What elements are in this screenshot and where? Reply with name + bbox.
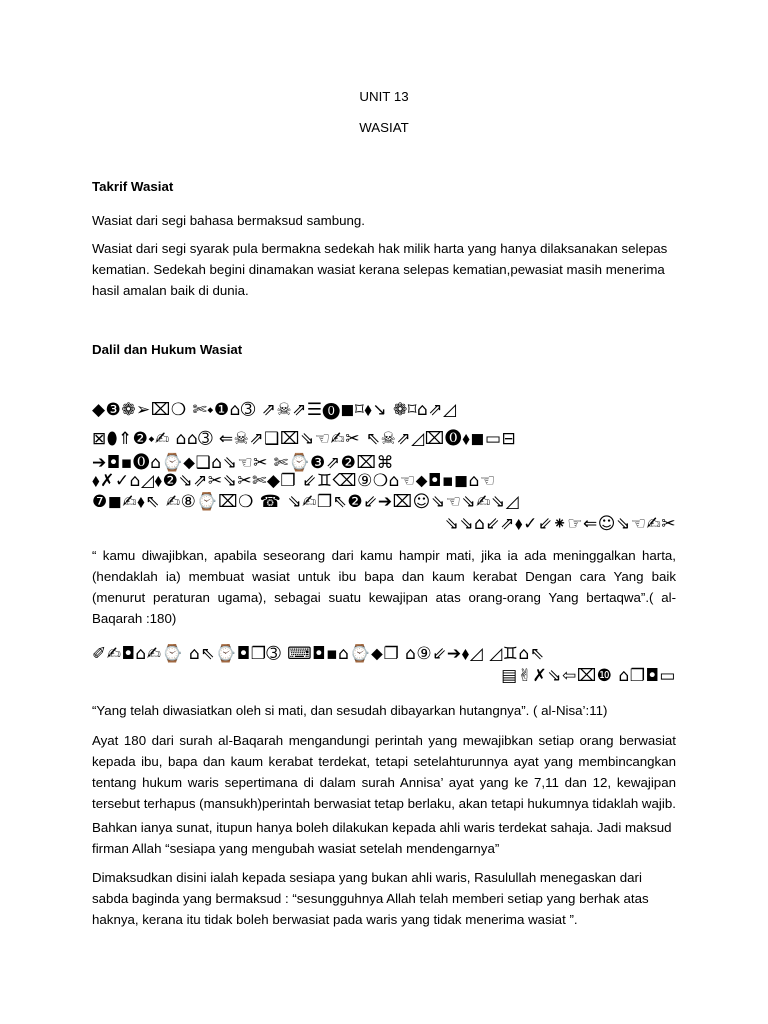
verse1-line: ➔◘▪⓿⌂⌚⬥❑⌂⇘☜✂ ✄⌚❸⇗❷⌧⌘	[92, 453, 394, 473]
translation-al-nisa-11: “Yang telah diwasiatkan oleh si mati, dan sesudah dibayarkan hutangnya”. ( al-Nisa’:11)	[92, 703, 608, 718]
paragraph-sunat: Bahkan ianya sunat, itupun hanya boleh dilakukan kepada ahli waris terdekat sahaja. Jadi maksud firman Allah “sesiapa yang mengubah wasiat setelah mendengarnya”	[92, 820, 672, 856]
section-heading-takrif: Takrif Wasiat	[92, 179, 174, 194]
verse2-line: ▤✌✗⇘⇦⌧❿ ⌂❐◘▭	[501, 666, 676, 686]
section-heading-dalil: Dalil dan Hukum Wasiat	[92, 342, 243, 357]
verse1-line: ⬧✗✓⌂◿⬧❷⇘⇗✂⇘✂✄◆❐ ⇙♊⌫⑨❍⌂☜⬥◘▪◼⌂☜	[92, 471, 496, 491]
topic-title: WASIAT	[359, 120, 409, 135]
paragraph-hadith: Dimaksudkan disini ialah kepada sesiapa yang bukan ahli waris, Rasulullah menegaskan dari sabda baginda yang bermaksud : “sesungguhnya Allah telah memberi setiap yang berhak atas haknya, kerana itu tidak boleh berwasiat pada waris yang tidak menerima wasiat ”.	[92, 870, 649, 927]
verse1-line: ⇘⇘⌂⇙⇗⬧✓⇙⁕☞⇐☺⇘☜✍✂	[444, 514, 676, 534]
translation-al-baqarah-180: “ kamu diwajibkan, apabila seseorang dari kamu hampir mati, jika ia ada meninggalkan harta, (hendaklah ia) membuat wasiat untuk ibu bapa dan kaum kerabat Dengan cara Yang baik (menurut peraturan ugama), sebagai suatu kewajipan atas orang-orang Yang bertaqwa”.( al-Baqarah :180)	[92, 548, 676, 626]
verse1-line: ❼◼✍⬧⇖ ✍⑧⌚⌧❍ ☎ ⇘✍❐⇖❷⇙➔⌧☺⇘☜⇘✍⇘◿	[92, 492, 520, 512]
verse2-line: ✐✍◘⌂✍⌚ ⌂⇖⌚◘❐➂ ⌨◘▪⌂⌚⬥❐ ⌂⑨⇙➔⬧◿ ◿♊⌂⇖	[92, 644, 545, 664]
verse1-line: ⊠⬮⇑❷⬩✍ ⌂⌂➂ ⇐☠⇗❑⌧⇘☜✍✂ ⇖☠⇗◿⌧⓿⬧◼▭⊟	[92, 429, 517, 449]
paragraph-definition-syarak: Wasiat dari segi syarak pula bermakna sedekah hak milik harta yang hanya dilaksanakan selepas kematian. Sedekah begini dinamakan wasiat kerana selepas kematian,pewasiat masih menerima hasil amalan baik di dunia.	[92, 241, 668, 298]
paragraph-explanation: Ayat 180 dari surah al-Baqarah mengandungi perintah yang mewajibkan setiap orang berwasiat kepada ibu, bapa dan kaum kerabat terdekat, tetapi setelahturunnya ayat yang membincangkan tentang hukum waris sepertimana di dalam surah Annisa’ ayat yang ke 7,11 dan 12, kewajipan tersebut terhapus (mansukh)perintah berwasiat tetap berlaku, akan tetapi hukumnya tidaklah wajib.	[92, 733, 676, 811]
unit-title: UNIT 13	[359, 89, 409, 104]
paragraph-definition-language: Wasiat dari segi bahasa bermaksud sambung.	[92, 213, 365, 228]
verse1-line: ◆❸❁➢⌧❍ ✄⬩❶⌂➂ ⇗☠⇗☰⓿◼⌑⬧↘ ❁⌑⌂⇗◿	[92, 400, 457, 420]
